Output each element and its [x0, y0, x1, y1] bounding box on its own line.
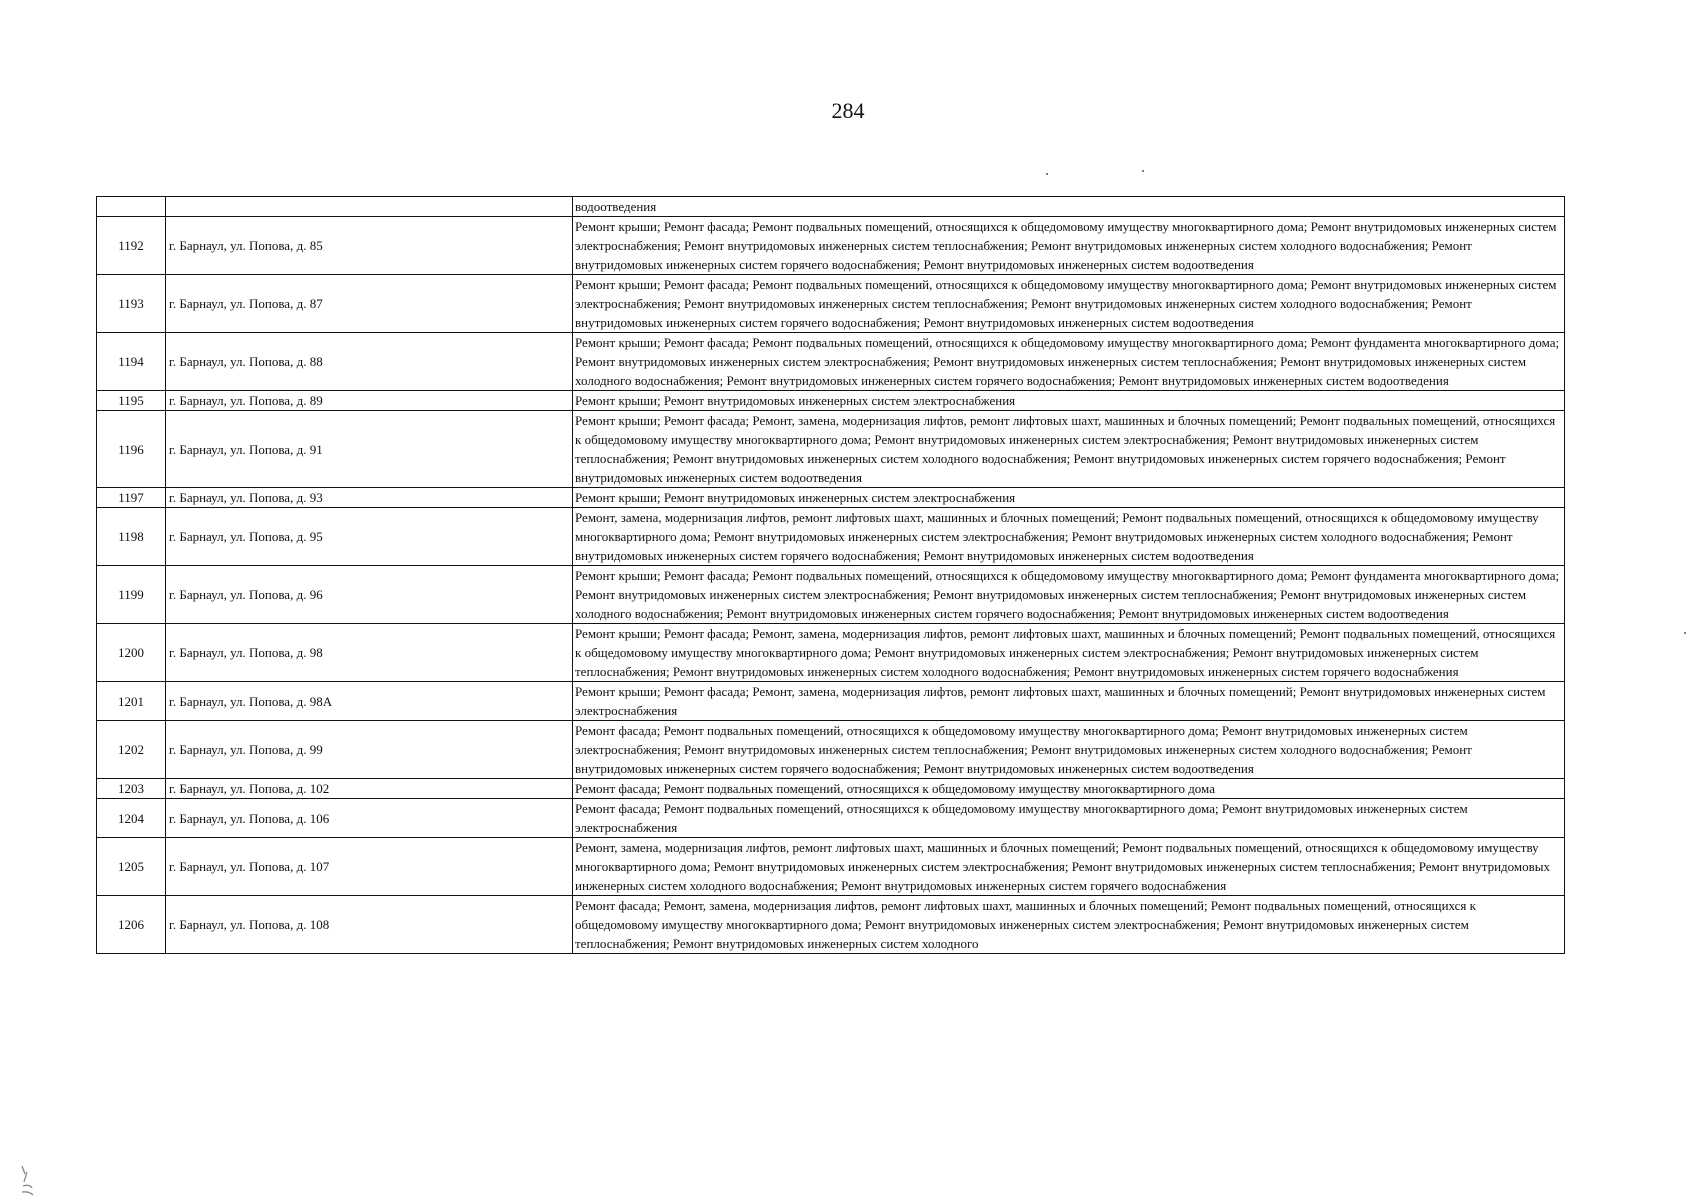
row-address: г. Барнаул, ул. Попова, д. 87	[166, 275, 573, 333]
row-works: водоотведения	[573, 197, 1565, 217]
row-works: Ремонт крыши; Ремонт фасада; Ремонт, замена, модернизация лифтов, ремонт лифтовых шахт, машинных и блочных помещений; Ремонт подвальных помещений, относящихся к общедомовому имуществу многоквартирного дома; Ремонт внутридомовых инженерных систем электроснабжения; Ремонт внутридомовых инженерных систем теплоснабжения; Ремонт внутридомовых инженерных систем холодного водоснабжения; Ремонт внутридомовых инженерных систем горячего водоснабжения; Ремонт внутридомовых инженерных систем водоотведения	[573, 411, 1565, 488]
row-works: Ремонт крыши; Ремонт фасада; Ремонт подвальных помещений, относящихся к общедомовому имуществу многоквартирного дома; Ремонт фундамента многоквартирного дома; Ремонт внутридомовых инженерных систем электроснабжения; Ремонт внутридомовых инженерных систем теплоснабжения; Ремонт внутридомовых инженерных систем холодного водоснабжения; Ремонт внутридомовых инженерных систем горячего водоснабжения; Ремонт внутридомовых инженерных систем водоотведения	[573, 333, 1565, 391]
page-number: 284	[831, 98, 865, 123]
row-address: г. Барнаул, ул. Попова, д. 108	[166, 896, 573, 954]
row-works: Ремонт крыши; Ремонт фасада; Ремонт, замена, модернизация лифтов, ремонт лифтовых шахт, машинных и блочных помещений; Ремонт внутридомовых инженерных систем электроснабжения	[573, 682, 1565, 721]
row-address: г. Барнаул, ул. Попова, д. 102	[166, 779, 573, 799]
row-address: г. Барнаул, ул. Попова, д. 99	[166, 721, 573, 779]
table-row	[97, 333, 1565, 391]
row-works: Ремонт, замена, модернизация лифтов, ремонт лифтовых шахт, машинных и блочных помещений; Ремонт подвальных помещений, относящихся к общедомовому имуществу многоквартирного дома; Ремонт внутридомовых инженерных систем электроснабжения; Ремонт внутридомовых инженерных систем теплоснабжения; Ремонт внутридомовых инженерных систем холодного водоснабжения; Ремонт внутридомовых инженерных систем горячего водоснабжения	[573, 838, 1565, 896]
table-row	[97, 721, 1565, 779]
row-address: г. Барнаул, ул. Попова, д. 91	[166, 411, 573, 488]
scan-speck	[1046, 173, 1048, 175]
row-number: 1196	[97, 411, 166, 488]
row-address: г. Барнаул, ул. Попова, д. 89	[166, 391, 573, 411]
row-number: 1201	[97, 682, 166, 721]
row-number: 1195	[97, 391, 166, 411]
row-number: 1206	[97, 896, 166, 954]
scan-speck	[1684, 632, 1686, 634]
row-works: Ремонт крыши; Ремонт фасада; Ремонт подвальных помещений, относящихся к общедомовому имуществу многоквартирного дома; Ремонт внутридомовых инженерных систем электроснабжения; Ремонт внутридомовых инженерных систем теплоснабжения; Ремонт внутридомовых инженерных систем холодного водоснабжения; Ремонт внутридомовых инженерных систем горячего водоснабжения; Ремонт внутридомовых инженерных систем водоотведения	[573, 275, 1565, 333]
continuation-row	[97, 197, 1565, 217]
repair-register-table	[96, 196, 1565, 954]
row-number: 1198	[97, 508, 166, 566]
row-number: 1204	[97, 799, 166, 838]
table-row	[97, 275, 1565, 333]
row-address: г. Барнаул, ул. Попова, д. 107	[166, 838, 573, 896]
table-row	[97, 896, 1565, 954]
row-address: г. Барнаул, ул. Попова, д. 98А	[166, 682, 573, 721]
row-number	[97, 197, 166, 217]
row-number: 1205	[97, 838, 166, 896]
row-works: Ремонт фасада; Ремонт подвальных помещений, относящихся к общедомовому имуществу многоквартирного дома; Ремонт внутридомовых инженерных систем электроснабжения	[573, 799, 1565, 838]
register-body	[97, 197, 1565, 954]
row-address: г. Барнаул, ул. Попова, д. 88	[166, 333, 573, 391]
row-number: 1192	[97, 217, 166, 275]
row-works: Ремонт фасада; Ремонт, замена, модернизация лифтов, ремонт лифтовых шахт, машинных и блочных помещений; Ремонт подвальных помещений, относящихся к общедомовому имуществу многоквартирного дома; Ремонт внутридомовых инженерных систем электроснабжения; Ремонт внутридомовых инженерных систем теплоснабжения; Ремонт внутридомовых инженерных систем холодного	[573, 896, 1565, 954]
row-address: г. Барнаул, ул. Попова, д. 106	[166, 799, 573, 838]
row-address	[166, 197, 573, 217]
table-row	[97, 508, 1565, 566]
table-row	[97, 217, 1565, 275]
row-works: Ремонт крыши; Ремонт фасада; Ремонт подвальных помещений, относящихся к общедомовому имуществу многоквартирного дома; Ремонт фундамента многоквартирного дома; Ремонт внутридомовых инженерных систем электроснабжения; Ремонт внутридомовых инженерных систем теплоснабжения; Ремонт внутридомовых инженерных систем холодного водоснабжения; Ремонт внутридомовых инженерных систем горячего водоснабжения; Ремонт внутридомовых инженерных систем водоотведения	[573, 566, 1565, 624]
row-address: г. Барнаул, ул. Попова, д. 96	[166, 566, 573, 624]
row-number: 1193	[97, 275, 166, 333]
row-address: г. Барнаул, ул. Попова, д. 95	[166, 508, 573, 566]
table-row	[97, 799, 1565, 838]
row-number: 1194	[97, 333, 166, 391]
row-address: г. Барнаул, ул. Попова, д. 98	[166, 624, 573, 682]
margin-handwriting-mark	[18, 1162, 38, 1198]
row-works: Ремонт крыши; Ремонт фасада; Ремонт подвальных помещений, относящихся к общедомовому имуществу многоквартирного дома; Ремонт внутридомовых инженерных систем электроснабжения; Ремонт внутридомовых инженерных систем теплоснабжения; Ремонт внутридомовых инженерных систем холодного водоснабжения; Ремонт внутридомовых инженерных систем горячего водоснабжения; Ремонт внутридомовых инженерных систем водоотведения	[573, 217, 1565, 275]
row-address: г. Барнаул, ул. Попова, д. 93	[166, 488, 573, 508]
table-row	[97, 682, 1565, 721]
table-row	[97, 391, 1565, 411]
row-number: 1199	[97, 566, 166, 624]
row-works: Ремонт, замена, модернизация лифтов, ремонт лифтовых шахт, машинных и блочных помещений; Ремонт подвальных помещений, относящихся к общедомовому имуществу многоквартирного дома; Ремонт внутридомовых инженерных систем электроснабжения; Ремонт внутридомовых инженерных систем холодного водоснабжения; Ремонт внутридомовых инженерных систем горячего водоснабжения; Ремонт внутридомовых инженерных систем водоотведения	[573, 508, 1565, 566]
table-row	[97, 838, 1565, 896]
table-row	[97, 779, 1565, 799]
row-works: Ремонт крыши; Ремонт внутридомовых инженерных систем электроснабжения	[573, 488, 1565, 508]
row-works: Ремонт фасада; Ремонт подвальных помещений, относящихся к общедомовому имуществу многоквартирного дома; Ремонт внутридомовых инженерных систем электроснабжения; Ремонт внутридомовых инженерных систем теплоснабжения; Ремонт внутридомовых инженерных систем холодного водоснабжения; Ремонт внутридомовых инженерных систем горячего водоснабжения; Ремонт внутридомовых инженерных систем водоотведения	[573, 721, 1565, 779]
table-row	[97, 566, 1565, 624]
row-works: Ремонт крыши; Ремонт фасада; Ремонт, замена, модернизация лифтов, ремонт лифтовых шахт, машинных и блочных помещений; Ремонт подвальных помещений, относящихся к общедомовому имуществу многоквартирного дома; Ремонт внутридомовых инженерных систем электроснабжения; Ремонт внутридомовых инженерных систем теплоснабжения; Ремонт внутридомовых инженерных систем холодного водоснабжения; Ремонт внутридомовых инженерных систем горячего водоснабжения	[573, 624, 1565, 682]
table-row	[97, 488, 1565, 508]
table-row	[97, 411, 1565, 488]
row-number: 1200	[97, 624, 166, 682]
scan-speck	[1142, 170, 1144, 172]
table-row	[97, 624, 1565, 682]
row-works: Ремонт крыши; Ремонт внутридомовых инженерных систем электроснабжения	[573, 391, 1565, 411]
row-number: 1202	[97, 721, 166, 779]
row-works: Ремонт фасада; Ремонт подвальных помещений, относящихся к общедомовому имуществу многоквартирного дома	[573, 779, 1565, 799]
row-number: 1203	[97, 779, 166, 799]
row-number: 1197	[97, 488, 166, 508]
row-address: г. Барнаул, ул. Попова, д. 85	[166, 217, 573, 275]
